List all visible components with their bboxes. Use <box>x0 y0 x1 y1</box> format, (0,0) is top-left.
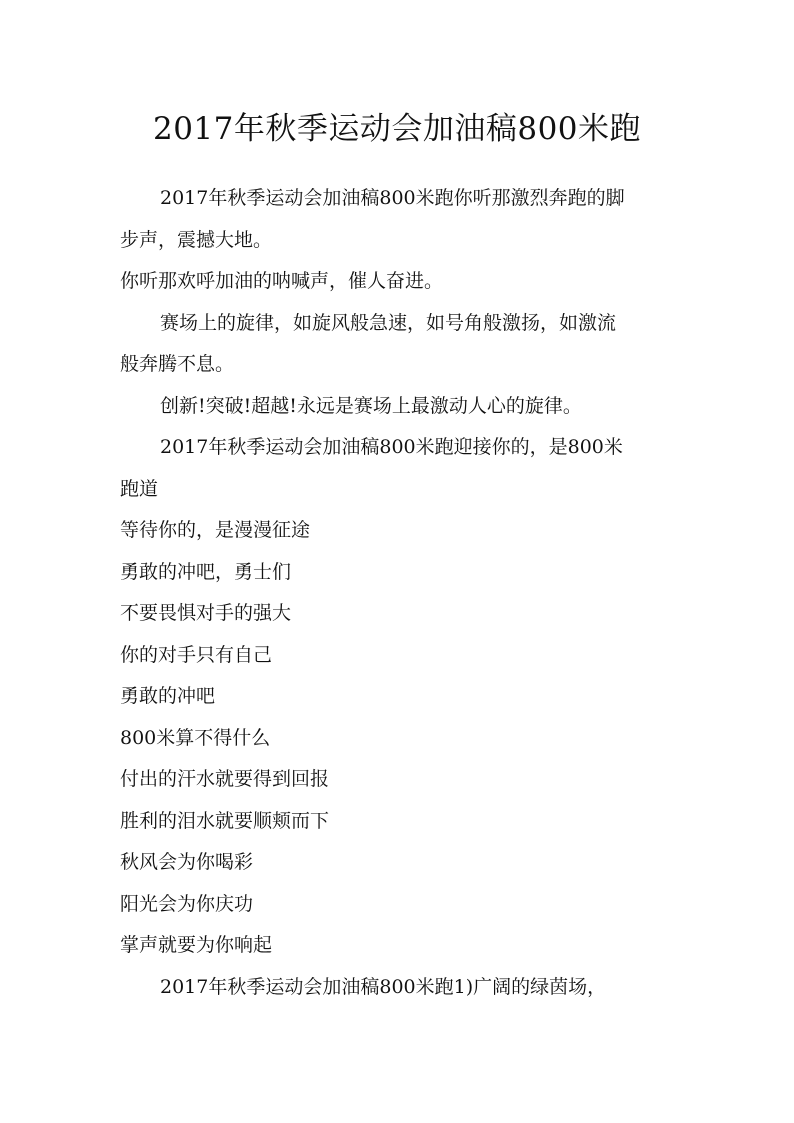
body-line: 付出的汗水就要得到回报 <box>120 768 330 790</box>
body-line: 步声，震撼大地。 <box>120 228 273 251</box>
body-line: 2017年秋季运动会加油稿800米跑你听那激烈奔跑的脚 <box>160 187 625 209</box>
body-line: 般奔腾不息。 <box>120 353 235 375</box>
body-line: 你的对手只有自己 <box>120 643 273 666</box>
body-line: 创新!突破!超越!永远是赛场上最激动人心的旋律。 <box>160 394 582 417</box>
body-line: 掌声就要为你响起 <box>120 934 273 956</box>
body-line: 跑道 <box>120 477 159 500</box>
body-line: 赛场上的旋律，如旋风般急速，如号角般激扬，如激流 <box>160 311 617 334</box>
body-line: 不要畏惧对手的强大 <box>120 602 292 624</box>
body-line: 2017年秋季运动会加油稿800米跑迎接你的，是800米 <box>160 436 623 458</box>
body-line: 胜利的泪水就要顺颊而下 <box>120 809 330 832</box>
body-line: 阳光会为你庆功 <box>120 892 254 915</box>
body-line: 等待你的，是漫漫征途 <box>120 519 311 541</box>
body-line: 2017年秋季运动会加油稿800米跑1)广阔的绿茵场， <box>160 975 607 998</box>
document-title: 2017年秋季运动会加油稿800米跑 <box>152 111 642 147</box>
body-line: 勇敢的冲吧，勇士们 <box>120 560 292 583</box>
body-line: 800米算不得什么 <box>120 726 271 749</box>
body-line: 勇敢的冲吧 <box>120 685 216 707</box>
document-body <box>120 178 680 1008</box>
body-line: 秋风会为你喝彩 <box>120 851 254 873</box>
body-line: 你听那欢呼加油的呐喊声，催人奋进。 <box>120 270 444 292</box>
